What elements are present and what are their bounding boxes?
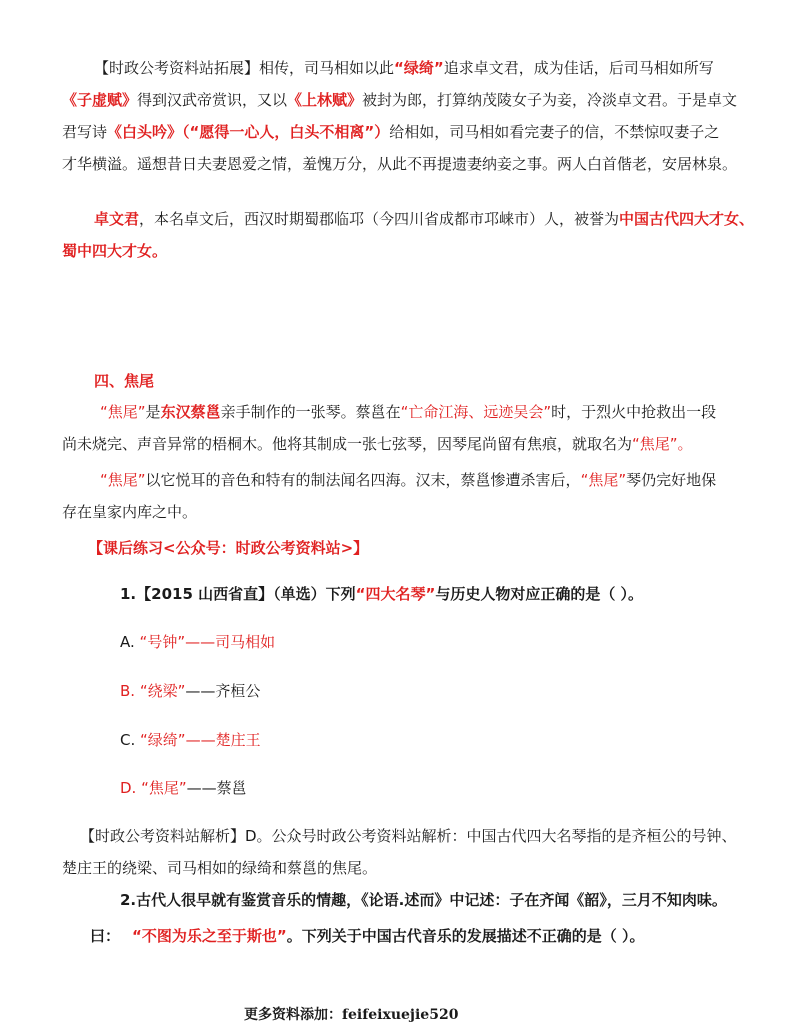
exercise-heading: 【课后练习<公众号：时政公考资料站>】 bbox=[88, 539, 369, 557]
question-1: 1.【2015 山西省直】（单选）下列“四大名琴”与历史人物对应正确的是（ ）。 bbox=[120, 585, 644, 603]
text-line: 蜀中四大才女。 bbox=[62, 242, 168, 260]
jiaowei-paragraph-1 bbox=[62, 396, 752, 460]
text-line: 君写诗《白头吟》（“愿得一心人，白头不相离”）给相如，司马相如看完妻子的信，不禁惊叹妻子之 bbox=[62, 123, 720, 141]
question-2: 2.古代人很早就有鉴赏音乐的情趣，《论语.述而》中记述：子在齐闻《韶》，三月不知肉味。 bbox=[120, 891, 727, 909]
text-line: “焦尾”是东汉蔡邕亲手制作的一张琴。蔡邕在“亡命江海、远迹吴会”时，于烈火中抢救出一段 bbox=[100, 403, 717, 421]
question-2-continued: 曰： “不图为乐之至于斯也”。下列关于中国古代音乐的发展描述不正确的是（ ）。 bbox=[90, 927, 645, 945]
answer-analysis bbox=[62, 820, 752, 884]
text-line: 存在皇家内库之中。 bbox=[62, 503, 198, 521]
text-line: 尚未烧完、声音异常的梧桐木。他将其制成一张七弦琴，因琴尾尚留有焦痕，就取名为“焦尾”。 bbox=[62, 435, 693, 453]
option-d: D. “焦尾”——蔡邕 bbox=[120, 779, 247, 797]
option-b: B. “绕梁”——齐桓公 bbox=[120, 682, 261, 700]
text-line: “焦尾”以它悦耳的音色和特有的制法闻名四海。汉末，蔡邕惨遭杀害后，“焦尾”琴仍完好地保 bbox=[100, 471, 717, 489]
section-heading: 四、焦尾 bbox=[94, 372, 155, 390]
text-line: 卓文君，本名卓文后，西汉时期蜀郡临邛（今四川省成都市邛崃市）人，被誉为中国古代四大才女、 bbox=[94, 210, 755, 228]
expansion-paragraph bbox=[62, 52, 752, 180]
footer-note: 更多资料添加：feifeixuejie520 bbox=[244, 1007, 459, 1023]
text-line: 才华横溢。遥想昔日夫妻恩爱之情，羞愧万分，从此不再提遗妻纳妾之事。两人白首偕老，安居林泉。 bbox=[62, 155, 738, 173]
text-line: 《子虚赋》得到汉武帝赏识，又以《上林赋》被封为郎，打算纳茂陵女子为妾，冷淡卓文君。于是卓文 bbox=[62, 91, 738, 109]
option-c: C. “绿绮”——楚庄王 bbox=[120, 731, 261, 749]
option-a: A. “号钟”——司马相如 bbox=[120, 633, 276, 651]
text-line: 楚庄王的绕梁、司马相如的绿绮和蔡邕的焦尾。 bbox=[62, 859, 378, 877]
jiaowei-paragraph-2 bbox=[62, 464, 752, 528]
text-line: 【时政公考资料站拓展】相传，司马相如以此“绿绮”追求卓文君，成为佳话，后司马相如所写 bbox=[94, 59, 714, 77]
text-line: 【时政公考资料站解析】D。公众号时政公考资料站解析：中国古代四大名琴指的是齐桓公的号钟、 bbox=[80, 827, 737, 845]
zhuo-wenjun-paragraph bbox=[62, 203, 755, 267]
